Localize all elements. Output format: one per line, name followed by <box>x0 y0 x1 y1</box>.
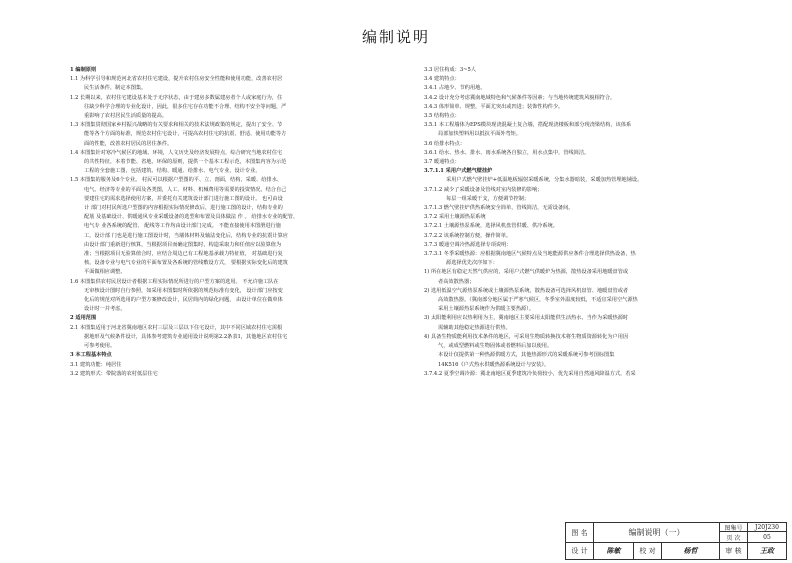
text-line: 需辅助其他稳定热源进行供热。 <box>438 324 511 331</box>
text-line: 1 编制原则 <box>70 67 97 73</box>
text-line: 要建住宅的需求选择使用方案，并委托有关建筑设计部门进行施工图的设计。 也可由设 <box>84 195 283 202</box>
text-line: 3) 太阳能利用应以热利用为主，冀南地区主要采用太阳能供生活热水，当作为采暖热源时 <box>424 315 629 322</box>
drawing-name-label: 图 名 <box>566 523 594 542</box>
page-label: 页 次 <box>720 532 748 542</box>
text-line: 3.7.3 暖通空调冷热源选择专项说明： <box>424 241 512 248</box>
check-label: 校 对 <box>634 543 662 559</box>
text-line: 工程的全套施工图，包括建筑、结构、暖通、给排水、电气专业，设计专业。 <box>84 168 261 175</box>
right-column <box>424 66 746 379</box>
text-line: 1.4 本图集针对寒冷气候区的地域、环境，人文历史及经济发展特点，综合研究当地农村住宅 <box>70 149 283 156</box>
text-line: 3.4 建筑特点： <box>424 76 460 83</box>
text-line: 3.7.3.1 冬季采暖热源：应根据冀南地区气候特点及当地能源供应条件合理选择供热设备，热 <box>424 251 636 258</box>
text-line: 1) 所在地区有稳定天然气供应的，采用户式燃气供暖炉为热源，散热设备采用地暖盘管或 <box>424 269 629 276</box>
text-line: 3.7.1.2 减少了采暖设备及管线对室内装修的影响； <box>424 186 543 193</box>
text-line: 电气、经济等专业的平面及各类图，人工、材料、机械费用等需要的投资情况，结合自己 <box>84 186 287 193</box>
text-line: 3.4.3 体形简单、规整，平面尤突出或凹进；装饰性构件少。 <box>424 103 564 110</box>
text-line: 2.1 本图集适用于河北省冀南地区农村三层及三层以下住宅设计，其中不同区域农村住宅需根 <box>70 324 283 331</box>
text-line: 3.7.4.2 夏季空调冷源：冀北南地区夏季建筑冷负荷较小，优先采用自然通风降温方式，若采 <box>424 370 636 377</box>
text-line: 往缺少科学合理的专业化设计，因此，很多住宅存在功能不合理、结构不安全等问题，严 <box>84 103 287 110</box>
text-line: 局部加快塑料用以抵抗平面外弯矩。 <box>438 131 522 138</box>
text-line: 的共性特征，本着节能、省地、环保的原则，提供一个基本工程示范，本图集内容为示范 <box>84 159 287 166</box>
text-line: 3.7.1.3 燃气壁挂炉供热系统安全简单，管线简洁，无需设备间。 <box>424 205 574 212</box>
text-line: 核。设备专业与电气专业的平面布置及各系统的管线敷设方式， 要根据实际变化后的建筑 <box>84 260 288 267</box>
page-title: 编制说明 <box>361 28 430 46</box>
text-line: 气，或成型燃料或生物固体或者燃料后加以使用。 <box>438 343 553 350</box>
text-line: 3.7.2.1 土壤源热泵系统，选择风机盘管供暖、供冷系统。 <box>424 223 558 230</box>
text-line: 2 适用范围 <box>70 315 97 322</box>
text-line: 本设计仅提供第一种热源供暖方式，其他热源形式的采暖系统可参考国标图集 <box>438 352 615 359</box>
text-line: 1.1 为科学引导和规范河北省农村住宅建设，提升农村住房安全性能和使用功能，改善农村居 <box>70 76 283 83</box>
text-line: 重影响了农村居民生活质量的提高。 <box>84 113 168 120</box>
left-column <box>70 66 388 379</box>
text-line: 1.5 本图集的服务及6个专业。 村民可以根据户型图的平、立、剖面，结构、采暖、给排水、 <box>70 177 282 184</box>
text-line: 3.7.2 采用土壤源热泵系统 <box>424 214 486 221</box>
text-line: 无审核设计图时自行参照，如采用本图集时所依据的规范标准有变化， 设计部门应按变 <box>84 287 283 294</box>
page-number: 05 <box>763 533 771 541</box>
text-line: 平面做相应调整。 <box>84 269 126 276</box>
text-line: 采用户式燃气壁挂炉+低温地板辐射采暖系统，分集水器暗装，采暖加热管埋地铺设。 <box>446 177 643 184</box>
text-line: 设计时一并考虑。 <box>84 306 126 313</box>
text-line: 据地形及气候条件设计，具体参考建筑专业通用设计说明第2.2条表1，其他地区农村住宅 <box>84 333 288 340</box>
text-line: 配筋 及基础设计、供暖通风专业采暖设备的选型和布置及具体做法 作 。 给排水专业的配管、 <box>84 214 299 221</box>
text-line: 源选择优先次序如下： <box>446 260 498 267</box>
check-signature: 杨哲 <box>662 543 720 559</box>
text-line: 2) 选用低温空气源热泵系统或土壤源热泵系统，散热设备可选择风机盘管、地暖盘管或者 <box>424 287 629 294</box>
design-label: 设 计 <box>566 543 594 559</box>
drawing-name: 编制说明（一） <box>594 523 720 542</box>
atlas-no-label: 图集号 <box>720 523 748 532</box>
text-line: 1.3 本图集贯彻国家乡村振兴战略的有关要求和相关的技术法规政策的规定，提出了安全、节 <box>70 122 283 129</box>
text-line: 者高效散热器； <box>438 278 475 285</box>
text-line: 3.5 结构特点： <box>424 113 460 120</box>
text-line: 每层一组采暖干支，方便调节控制； <box>446 195 530 202</box>
text-line: 3.4.2 设计充分考虑冀南地域特色和气候条件等因素；与当地传统建筑风貌相符合。 <box>424 94 616 101</box>
text-line: 3.7.2.2 该系统控制方便，操作简单。 <box>424 232 512 239</box>
design-signature: 陈敏 <box>594 543 634 559</box>
text-line: 3.3 居住构成：3~5人 <box>424 67 476 73</box>
text-line: 面的性能，改善农村居民的居住条件。 <box>84 140 173 147</box>
text-line: 化后的规范对所选用的户型方案修改设计，民居简内的绿化问题， 由设计单位在做单体 <box>84 297 283 304</box>
text-line: 高效散热器。（冀南部分地区属于严寒气候区，冬季室外温度较低，不适宜采用空气源热 <box>438 297 638 304</box>
text-line: 3.6 给排水特点： <box>424 140 466 147</box>
text-line: 14K516《户式热水供暖热源系统设计与安装》。 <box>438 361 550 368</box>
text-line: 4) 具备生物质能利用技术条件的地区，可采用生物质转换技术将生物质资源转化为户用因 <box>424 333 629 340</box>
text-line: 3.7.1.1 采用户式燃气壁挂炉 <box>424 168 493 175</box>
title-block <box>565 522 787 560</box>
text-line: 1.2 长期以来，农村住宅建设基本处于无序状态，由于建房多数属建房者个人或家庭行为，住 <box>70 94 283 101</box>
atlas-no: J20J230 <box>748 523 786 532</box>
text-line: 3.5.1 本工程墙体为EPS模块现浇混凝土复合墙，搭配现浇楼板和部分现浇梁结构，该体系 <box>424 122 632 129</box>
text-line: 3.7 暖通特点： <box>424 159 460 166</box>
text-line: 3 本工程基本特点 <box>70 352 112 359</box>
review-label: 审 核 <box>720 543 748 559</box>
text-line: 采用土壤源热泵系统作为供暖主要热源）。 <box>438 306 534 313</box>
text-line: 计 部门对村民所选户型图的内容根据实际情况修改后，进行施工图的设计，结构专业的 <box>84 205 283 212</box>
review-signature: 王政 <box>760 546 774 555</box>
text-line: 能等各个方面的标准，规范农村住宅设计，可提高农村住宅的抗震、舒适、使用功能等方 <box>84 131 287 138</box>
text-line: 由设计部门重新进行核算，当根据项目而确定图集时，构造采取力和任值应以验算值为 <box>84 241 282 248</box>
text-line: 准；当根据项目无验算值合时，应结合周边已有工程地基承载力特征值， 对基础进行复 <box>84 251 283 258</box>
text-line: 民生活条件，制定本图集。 <box>84 85 147 92</box>
text-line: 3.1 建筑功能：纯居住 <box>70 361 122 368</box>
text-line: 1.6 本图集供农村民居设计者根据工程实际情况所进行的户型方案的选用。 不允许施工队在 <box>70 278 279 285</box>
text-line: 工。设计部 门也是进行施工图设计时，当墙体材料及轴法变化后，结构专业的抗震计算应 <box>84 232 288 239</box>
text-line: 电气专 业各系统的配管、 配线等工作均由设计部门完成。 不能直接使用本图册进行施 <box>84 223 281 230</box>
text-line: 可参考使用。 <box>84 343 116 350</box>
text-line: 3.6.1 给水、热水、排水、雨水系统各自独立，用水点集中，管线简洁。 <box>424 149 590 156</box>
text-line: 3.2 建筑形式：带院落的农村低层住宅 <box>70 370 158 377</box>
text-line: 3.4.1 占地少、节约用地。 <box>424 85 486 92</box>
